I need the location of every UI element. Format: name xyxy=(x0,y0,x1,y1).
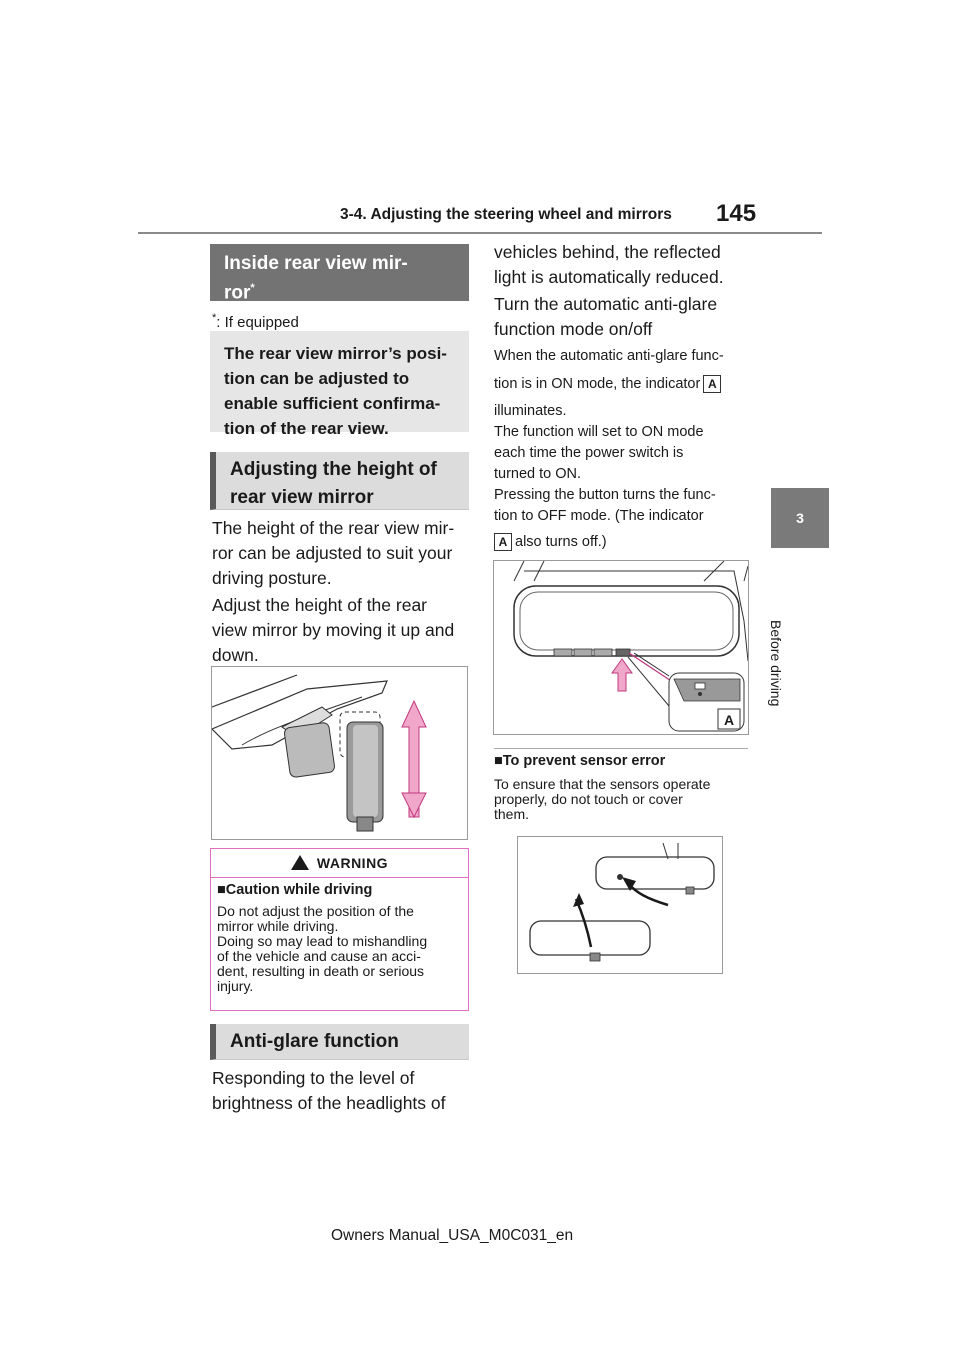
text-line: light is automatically reduced. xyxy=(494,267,724,287)
text-span: also turns off.) xyxy=(515,534,607,550)
text-line: illuminates. xyxy=(494,403,567,419)
warning-line: mirror while driving. xyxy=(217,918,339,934)
text-line-with-badge xyxy=(494,374,759,395)
antiglare-details xyxy=(494,346,759,553)
indicator-a-badge: A xyxy=(703,375,721,393)
warning-label: WARNING xyxy=(316,855,389,871)
sensor-figure xyxy=(517,836,723,974)
sensor-title: ■To prevent sensor error xyxy=(494,753,666,769)
intro-line: tion can be adjusted to xyxy=(224,369,410,388)
mirror-button-illustration xyxy=(494,561,748,734)
text-line: Adjust the height of the rear xyxy=(212,595,427,615)
section-title xyxy=(210,244,469,304)
if-equipped-text: : If equipped xyxy=(216,314,299,331)
text-line: Turn the automatic anti-glare xyxy=(494,294,718,314)
section-header: 3-4. Adjusting the steering wheel and mirrors xyxy=(340,206,672,223)
text-line: Responding to the level of xyxy=(212,1068,415,1088)
antiglare-figure xyxy=(493,560,749,735)
if-equipped-star: * xyxy=(212,312,217,324)
text-line: each time the power switch is xyxy=(494,445,684,461)
warning-line: Doing so may lead to mishandling xyxy=(217,933,428,949)
warning-line: dent, resulting in death or serious xyxy=(217,963,425,979)
warning-line: injury. xyxy=(217,978,254,994)
text-span: tion is in ON mode, the indicator xyxy=(494,376,701,392)
text-line: them. xyxy=(494,806,530,822)
warning-line: of the vehicle and cause an acci- xyxy=(217,948,421,964)
text-line: The height of the rear view mir- xyxy=(212,518,455,538)
title-line1: Inside rear view mir- xyxy=(224,253,408,274)
text-line: The function will set to ON mode xyxy=(494,424,704,440)
text-line-with-badge xyxy=(494,532,759,553)
intro-box xyxy=(210,331,469,438)
text-line: vehicles behind, the reflected xyxy=(494,242,721,262)
text-line: tion to OFF mode. (The indicator xyxy=(494,508,704,524)
if-equipped-note xyxy=(212,312,299,331)
sensor-illustration xyxy=(518,837,722,973)
intro-line: tion of the rear view. xyxy=(224,419,389,438)
warning-triangle-icon xyxy=(291,855,309,870)
chapter-tab: 3 xyxy=(771,488,829,548)
mirror-height-illustration xyxy=(212,667,467,839)
text-line: function mode on/off xyxy=(494,319,653,339)
warning-box xyxy=(210,848,469,1011)
page-number: 145 xyxy=(716,200,757,227)
intro-line: enable sufficient confirma- xyxy=(224,394,441,413)
height-heading xyxy=(210,452,469,510)
warning-line: Do not adjust the position of the xyxy=(217,903,414,919)
text-line: driving posture. xyxy=(212,568,332,588)
divider xyxy=(494,748,748,749)
height-body-2 xyxy=(212,593,472,668)
text-line: To ensure that the sensors operate xyxy=(494,776,711,792)
text-line: turned to ON. xyxy=(494,466,582,482)
sensor-text xyxy=(494,777,754,822)
toggle-instruction xyxy=(494,292,754,342)
warning-content xyxy=(211,878,468,998)
text-line: When the automatic anti-glare func- xyxy=(494,348,724,364)
antiglare-body xyxy=(212,1066,472,1116)
footer-text: Owners Manual_USA_M0C031_en xyxy=(331,1227,574,1244)
text-line: down. xyxy=(212,645,259,665)
text-line: properly, do not touch or cover xyxy=(494,791,683,807)
intro-line: The rear view mirror’s posi- xyxy=(224,344,447,363)
title-line2: ror xyxy=(224,282,251,304)
mirror-height-figure xyxy=(211,666,468,840)
text-line: Pressing the button turns the func- xyxy=(494,487,716,503)
antiglare-body-cont xyxy=(494,240,754,290)
title-star: * xyxy=(250,282,255,294)
text-line: ror can be adjusted to suit your xyxy=(212,543,453,563)
antiglare-heading: Anti-glare function xyxy=(210,1024,469,1060)
warning-header xyxy=(211,849,468,878)
height-heading-line: Adjusting the height of xyxy=(230,459,437,480)
height-heading-line: rear view mirror xyxy=(230,487,374,508)
figure-label-a: A xyxy=(723,712,735,728)
text-line: brightness of the headlights of xyxy=(212,1093,446,1113)
warning-title: ■Caution while driving xyxy=(217,882,373,898)
text-line: view mirror by moving it up and xyxy=(212,620,455,640)
height-body-1 xyxy=(212,516,472,591)
chapter-label: Before driving xyxy=(768,620,784,707)
indicator-a-badge: A xyxy=(494,533,512,551)
header-divider xyxy=(138,232,822,234)
